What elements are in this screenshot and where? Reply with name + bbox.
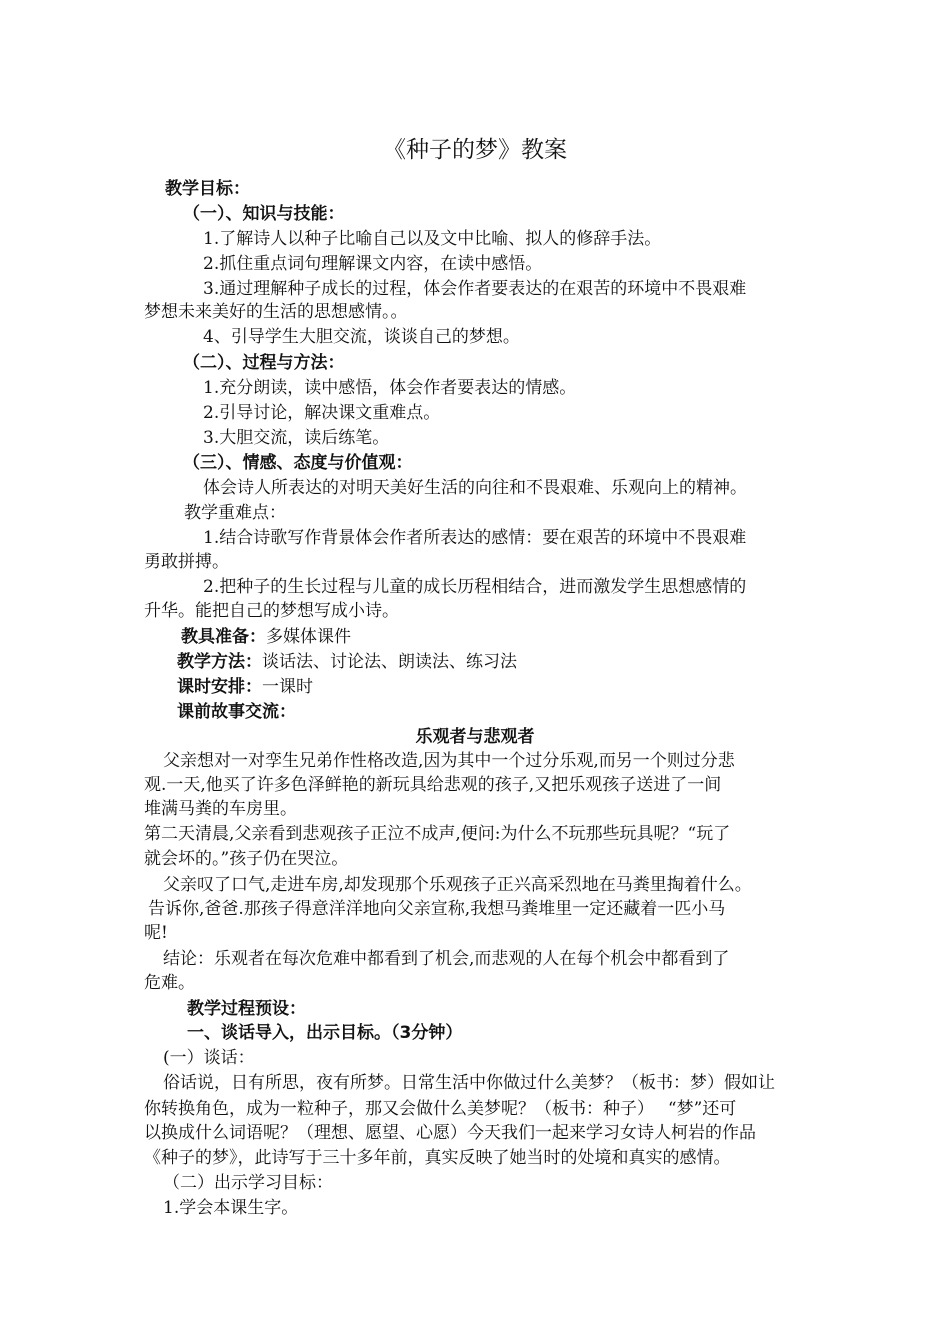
method-label: 教学方法： (177, 652, 262, 672)
time-value: 一课时 (262, 677, 313, 697)
objectives-part2-item2: 2.引导讨论，解决课文重难点。 (203, 403, 441, 423)
key-points-item1-line1: 1.结合诗歌写作背景体会作者所表达的感情：要在艰苦的环境中不畏艰难 (203, 528, 747, 548)
objectives-heading: 教学目标： (165, 179, 250, 199)
story-title: 乐观者与悲观者 (415, 727, 535, 747)
time-label: 课时安排： (177, 677, 262, 697)
objectives-part1-item4: 4、引导学生大胆交流，谈谈自己的梦想。 (203, 327, 520, 347)
story-p1-line3: 堆满马粪的车房里。 (144, 799, 297, 819)
key-points-heading: 教学重难点： (184, 503, 286, 523)
tools-line (181, 626, 351, 648)
story-p3-line1: 父亲叹了口气,走进车房,却发现那个乐观孩子正兴高采烈地在马粪里掏着什么。 (163, 875, 752, 895)
process-section1: 一、谈话导入，出示目标。（3分钟） (187, 1023, 463, 1043)
process-sub1: (一）谈话： (163, 1048, 255, 1068)
story-p2-line1: 第二天清晨,父亲看到悲观孩子正泣不成声,便问:为什么不玩那些玩具呢？“玩了 (144, 824, 731, 844)
objectives-part2-item1: 1.充分朗读，读中感悟，体会作者要表达的情感。 (203, 378, 577, 398)
method-value: 谈话法、讨论法、朗读法、练习法 (262, 652, 517, 672)
story-p3-line3: 呢! (144, 923, 168, 943)
objectives-part1-item3-line2: 梦想未来美好的生活的思想感情。。 (144, 302, 408, 322)
objectives-part3-text: 体会诗人所表达的对明天美好生活的向往和不畏艰难、乐观向上的精神。 (203, 478, 747, 498)
story-p2-line2: 就会坏的。”孩子仍在哭泣。 (144, 849, 349, 869)
process-goal1: 1.学会本课生字。 (163, 1198, 299, 1218)
process-heading: 教学过程预设： (187, 999, 306, 1019)
objectives-part1-item1: 1.了解诗人以种子比喻自己以及文中比喻、拟人的修辞手法。 (203, 229, 662, 249)
key-points-item1-line2: 勇敢拼搏。 (144, 552, 229, 572)
talk-line2: 你转换角色，成为一粒种子，那又会做什么美梦呢？（板书：种子） “梦”还可 (144, 1099, 737, 1119)
key-points-item2-line2: 升华。能把自己的梦想写成小诗。 (144, 601, 399, 621)
process-sub2: （二）出示学习目标： (163, 1173, 333, 1193)
objectives-part1-heading: （一）、知识与技能： (183, 204, 345, 224)
objectives-part2-heading: （二）、过程与方法： (183, 353, 345, 373)
objectives-part1-item3-line1: 3.通过理解种子成长的过程，体会作者要表达的在艰苦的环境中不畏艰难 (203, 279, 747, 299)
objectives-part1-item2: 2.抓住重点词句理解课文内容，在读中感悟。 (203, 254, 543, 274)
method-line (177, 651, 517, 673)
story-p1-line1: 父亲想对一对孪生兄弟作性格改造,因为其中一个过分乐观,而另一个则过分悲 (163, 751, 735, 771)
page-title: 《种子的梦》教案 (383, 137, 567, 163)
story-label: 课前故事交流： (177, 702, 296, 722)
key-points-item2-line1: 2.把种子的生长过程与儿童的成长历程相结合，进而激发学生思想感情的 (203, 577, 747, 597)
time-line (177, 676, 313, 698)
story-p1-line2: 观.一天,他买了许多色泽鲜艳的新玩具给悲观的孩子,又把乐观孩子送进了一间 (144, 775, 722, 795)
story-p4-line2: 危难。 (144, 973, 195, 993)
story-p3-line2: 告诉你,爸爸.那孩子得意洋洋地向父亲宣称,我想马粪堆里一定还藏着一匹小马 (148, 899, 726, 919)
tools-value: 多媒体课件 (266, 627, 351, 647)
talk-line4: 《种子的梦》，此诗写于三十多年前，真实反映了她当时的处境和真实的感情。 (144, 1148, 731, 1168)
story-p4-line1: 结论：乐观者在每次危难中都看到了机会,而悲观的人在每个机会中都看到了 (163, 949, 730, 969)
talk-line1: 俗话说，日有所思，夜有所梦。日常生活中你做过什么美梦？（板书：梦）假如让 (163, 1073, 775, 1093)
tools-label: 教具准备： (181, 627, 266, 647)
talk-line3: 以换成什么词语呢？（理想、愿望、心愿）今天我们一起来学习女诗人柯岩的作品 (144, 1123, 756, 1143)
objectives-part2-item3: 3.大胆交流，读后练笔。 (203, 428, 390, 448)
objectives-part3-heading: （三）、情感、态度与价值观： (183, 453, 413, 473)
